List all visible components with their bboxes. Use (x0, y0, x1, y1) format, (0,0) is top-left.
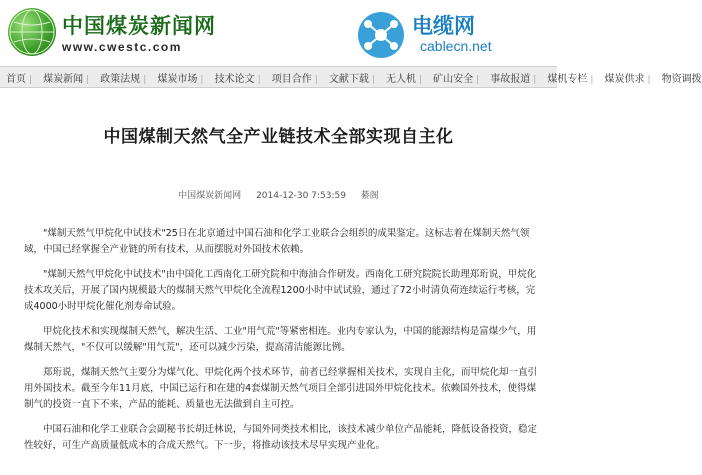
cablecn-site-url: cablecn.net (420, 38, 492, 54)
nav-item-downloads[interactable]: 文献下载 (328, 74, 369, 85)
nav-item-tech-papers[interactable]: 技术论文 (214, 74, 255, 85)
cablecn-site-name: 电缆网 (412, 14, 475, 38)
article-body (24, 226, 540, 463)
nav-item-supply-demand[interactable]: 煤炭供求 (604, 74, 645, 85)
main-nav (0, 66, 702, 88)
nav-separator: | (590, 75, 594, 85)
nav-item-materials[interactable]: 物资调拨 (661, 74, 702, 85)
article-date: 2014-12-30 7:53:59 (256, 191, 346, 201)
nav-separator: | (476, 75, 480, 85)
nav-separator: | (647, 75, 651, 85)
nav-item-drones[interactable]: 无人机 (385, 74, 416, 85)
article-meta (0, 188, 557, 201)
article-source[interactable]: 中国煤炭新闻网 (178, 191, 242, 201)
article-paragraph: 中国石油和化学工业联合会副秘书长胡迁林说，与国外同类技术相比，该技术减少单位产品能耗，降低设备投资，稳定性较好，可生产高质量低成本的合成天然气。下一步，将推动该技术尽早实现产业化。 (24, 424, 538, 451)
nav-item-coal-news[interactable]: 煤炭新闻 (43, 74, 84, 85)
cable-network-icon (356, 10, 406, 60)
cwestc-site-url: www.cwestc.com (62, 40, 182, 54)
globe-grid-icon (8, 8, 56, 56)
article-title: 中国煤制天然气全产业链技术全部实现自主化 (103, 127, 454, 147)
article-paragraph: 甲烷化技术和实现煤制天然气，解决生活、工业"用气荒"等紧密相连。业内专家认为，中国的能源结构是富煤少气，用煤制天然气，"不仅可以缓解"用气荒"，还可以减少污染，提高清洁能源比例。 (24, 326, 537, 353)
article-author: 綦阁 (360, 191, 379, 201)
nav-separator: | (29, 75, 33, 85)
nav-separator: | (200, 75, 204, 85)
cablecn-logo[interactable] (356, 4, 552, 62)
nav-separator: | (314, 75, 318, 85)
nav-item-home[interactable]: 首页 (6, 74, 26, 85)
nav-separator: | (257, 75, 261, 85)
nav-separator: | (143, 75, 147, 85)
nav-item-coal-machinery[interactable]: 煤机专栏 (547, 74, 588, 85)
site-header (0, 0, 557, 66)
cwestc-site-name: 中国煤炭新闻网 (62, 14, 216, 38)
nav-item-mine-safety[interactable]: 矿山安全 (433, 74, 474, 85)
nav-separator: | (533, 75, 537, 85)
nav-item-project-cooperation[interactable]: 项目合作 (271, 74, 312, 85)
nav-item-accident-reports[interactable]: 事故报道 (490, 74, 531, 85)
article-paragraph: "煤制天然气甲烷化中试技术"25日在北京通过中国石油和化学工业联合会组织的成果鉴定。这标志着在煤制天然气领域，中国已经掌握全产业链的所有技术，从而摆脱对外国技术依赖。 (24, 228, 530, 255)
article-paragraph: "煤制天然气甲烷化中试技术"由中国化工西南化工研究院和中海油合作研发。西南化工研究院院长助理郑珩说，甲烷化技术攻关后，开展了国内规模最大的煤制天然气甲烷化全流程1200小时中试试验，通过了72小时清负荷连续运行考核，完成4000小时甲烷化催化剂寿命试验。 (24, 269, 537, 312)
nav-item-coal-market[interactable]: 煤炭市场 (157, 74, 198, 85)
nav-separator: | (418, 75, 423, 85)
cwestc-logo[interactable] (4, 4, 244, 62)
nav-item-policy[interactable]: 政策法规 (100, 74, 141, 85)
nav-separator: | (371, 75, 375, 85)
nav-separator: | (86, 75, 90, 85)
article-paragraph: 郑珩说，煤制天然气主要分为煤气化、甲烷化两个技术环节，前者已经掌握相关技术，实现自主化，而甲烷化却一直引用外国技术。截至今年11月底，中国已运行和在建的4套煤制天然气项目全部引进国外甲烷化技术。依赖国外技术，使得煤制气的投资一直下不来，产品的能耗、质量也无法做到自主可控。 (24, 367, 538, 410)
